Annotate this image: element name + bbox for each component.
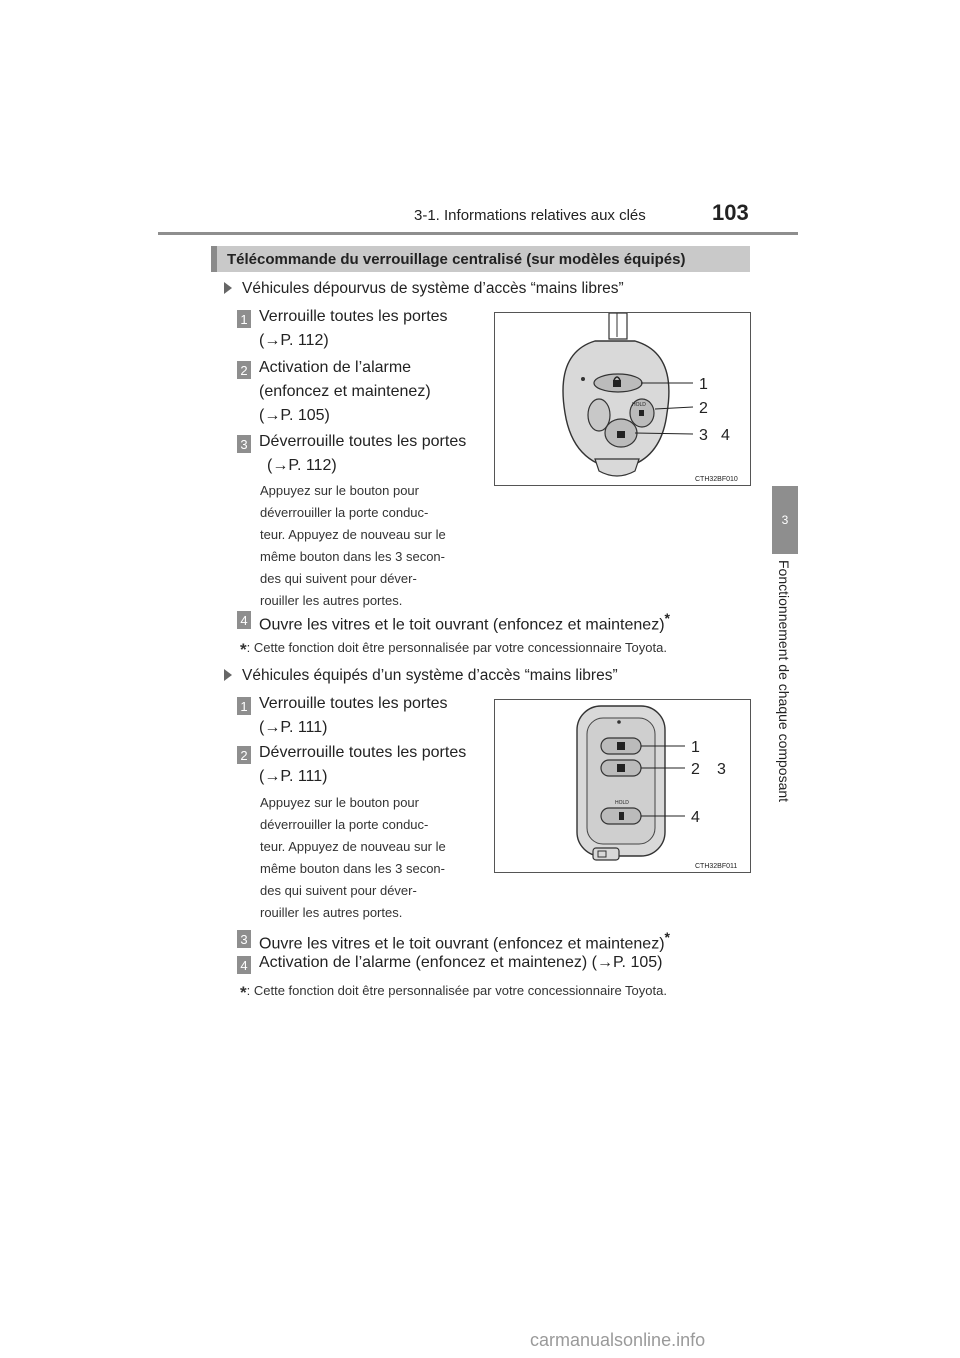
chapter-tab-label: Fonctionnement de chaque composant <box>776 560 792 803</box>
figure-code: CTH32BF011 <box>695 863 738 870</box>
arrow-right-icon <box>224 669 232 681</box>
key-remote-figure <box>494 312 751 486</box>
list-item: Activation de l’alarme (enfoncez et maintenez) (→P. 105) <box>259 954 663 971</box>
page-number: 103 <box>712 200 749 225</box>
list-item: Déverrouille toutes les portes (→P. 112) <box>259 433 467 474</box>
figure-callout: 1 <box>699 376 708 393</box>
list-item: Ouvre les vitres et le toit ouvrant (enfoncez et maintenez)* <box>259 610 670 634</box>
section-title: Télécommande du verrouillage centralisé (sur modèles équipés) <box>211 246 750 272</box>
list-item: Verrouille toutes les portes (→P. 111) <box>259 695 448 736</box>
subsection-heading-1: Véhicules dépourvus de système d’accès “mains libres” <box>224 280 624 298</box>
smart-key-figure <box>494 699 751 873</box>
smart-key-illustration <box>495 700 750 872</box>
item-note: Appuyez sur le bouton pour déverrouiller la porte conduc- teur. Appuyez de nouveau sur le même bouton dans les 3 secon- des qui suivent pour déver- rouiller les autres portes. <box>260 483 446 608</box>
figure-callout: 1 <box>691 739 700 756</box>
figure-callout: 3 <box>717 761 726 778</box>
list-item: Déverrouille toutes les portes (→P. 111) <box>259 744 467 785</box>
list-item: Ouvre les vitres et le toit ouvrant (enfoncez et maintenez)* <box>259 929 670 953</box>
figure-code: CTH32BF010 <box>695 476 738 483</box>
figure-callout: 4 <box>691 809 700 826</box>
item-number: 1 <box>237 697 251 715</box>
item-number: 3 <box>237 930 251 948</box>
item-number: 2 <box>237 361 251 379</box>
list-item: Verrouille toutes les portes (→P. 112) <box>259 308 448 349</box>
chapter-tab: 3 <box>772 486 798 554</box>
item-note: Appuyez sur le bouton pour déverrouiller la porte conduc- teur. Appuyez de nouveau sur le même bouton dans les 3 secon- des qui suivent pour déver- rouiller les autres portes. <box>260 795 446 920</box>
footnote: *: Cette fonction doit être personnalisée par votre concessionnaire Toyota. <box>240 640 667 659</box>
key-remote-illustration <box>495 313 750 485</box>
item-number: 1 <box>237 310 251 328</box>
figure-callout: 4 <box>721 427 730 444</box>
item-number: 4 <box>237 611 251 629</box>
watermark-text: carmanualsonline.info <box>530 1330 706 1350</box>
item-number: 2 <box>237 746 251 764</box>
list-item: Activation de l’alarme (enfoncez et maintenez) (→P. 105) <box>259 359 431 424</box>
subsection-heading-2: Véhicules équipés d’un système d’accès “mains libres” <box>224 667 618 685</box>
item-number: 3 <box>237 435 251 453</box>
arrow-right-icon <box>224 282 232 294</box>
item-number: 4 <box>237 956 251 974</box>
figure-callout: 2 <box>699 400 708 417</box>
figure-callout: 3 <box>699 427 708 444</box>
figure-callout: 2 <box>691 761 700 778</box>
chapter-heading: 3-1. Informations relatives aux clés <box>414 207 646 224</box>
figure-hold-label: HOLD <box>615 800 629 806</box>
header-divider <box>158 232 798 235</box>
figure-hold-label: HOLD <box>632 402 646 408</box>
footnote: *: Cette fonction doit être personnalisée par votre concessionnaire Toyota. <box>240 983 667 1002</box>
